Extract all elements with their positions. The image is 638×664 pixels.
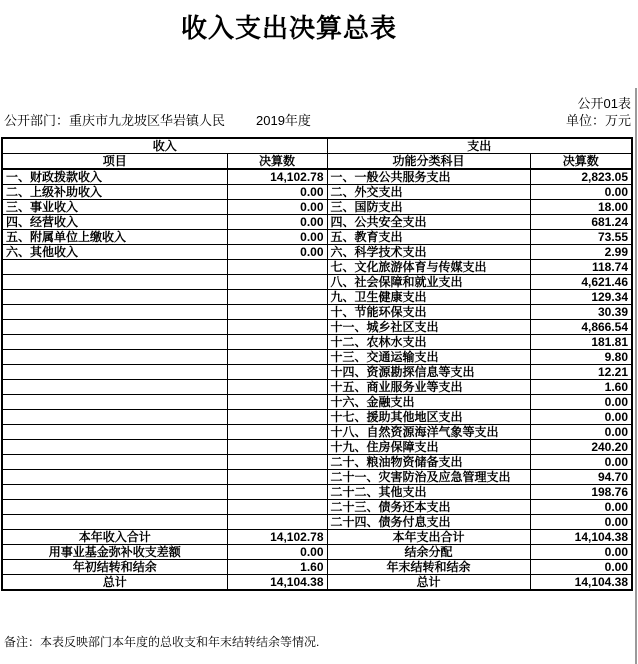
expense-item-cell: 十三、交通运输支出: [327, 350, 530, 365]
summary-row: [2, 530, 632, 545]
section-header-row: [2, 138, 632, 154]
expense-item-cell: 二十三、债务还本支出: [327, 500, 530, 515]
expense-section-header: 支出: [327, 138, 632, 154]
expense-summary-amount-cell: 14,104.38: [530, 530, 632, 545]
expense-amount-cell: 129.34: [530, 290, 632, 305]
income-amount-cell: 0.00: [227, 230, 327, 245]
expense-summary-amount-cell: 14,104.38: [530, 575, 632, 591]
income-item-cell: 五、附属单位上缴收入: [2, 230, 227, 245]
income-amount-cell: 0.00: [227, 215, 327, 230]
table-row: [2, 169, 632, 185]
table-row: [2, 215, 632, 230]
page-edge-gridline: [635, 88, 637, 664]
table-row: [2, 335, 632, 350]
income-amount-cell: [227, 455, 327, 470]
footnote: 备注：本表反映部门本年度的总收支和年末结转结余等情况.: [4, 635, 320, 649]
expense-summary-amount-cell: 0.00: [530, 560, 632, 575]
income-amount-cell: [227, 500, 327, 515]
income-amount-cell: [227, 410, 327, 425]
table-row: [2, 230, 632, 245]
table-row: [2, 290, 632, 305]
expense-amount-cell: 0.00: [530, 515, 632, 530]
expense-amount-cell: 0.00: [530, 185, 632, 200]
income-item-cell: [2, 485, 227, 500]
unit-label: 单位：万元: [565, 113, 631, 128]
expense-item-cell: 二、外交支出: [327, 185, 530, 200]
expense-amount-cell: 0.00: [530, 395, 632, 410]
table-summary: [2, 530, 632, 591]
expense-amount-cell: 2,823.05: [530, 169, 632, 185]
expense-amount-cell: 73.55: [530, 230, 632, 245]
expense-item-cell: 二十二、其他支出: [327, 485, 530, 500]
expense-amount-cell: 0.00: [530, 500, 632, 515]
income-amount-cell: 0.00: [227, 185, 327, 200]
income-item-cell: [2, 425, 227, 440]
income-item-cell: 六、其他收入: [2, 245, 227, 260]
table-row: [2, 275, 632, 290]
table-row: [2, 320, 632, 335]
expense-amount-cell: 118.74: [530, 260, 632, 275]
income-item-cell: [2, 320, 227, 335]
expense-item-cell: 十九、住房保障支出: [327, 440, 530, 455]
income-item-cell: [2, 335, 227, 350]
income-amount-cell: [227, 275, 327, 290]
table-row: [2, 305, 632, 320]
income-amount-cell: [227, 350, 327, 365]
expense-item-cell: 七、文化旅游体育与传媒支出: [327, 260, 530, 275]
expense-item-cell: 二十四、债务付息支出: [327, 515, 530, 530]
table-row: [2, 365, 632, 380]
expense-amount-cell: 0.00: [530, 455, 632, 470]
table-row: [2, 500, 632, 515]
expense-item-cell: 三、国防支出: [327, 200, 530, 215]
department-label: 公开部门：: [4, 113, 70, 128]
expense-amount-cell: 1.60: [530, 380, 632, 395]
col-header-income-amount: 决算数: [227, 154, 327, 170]
expense-amount-cell: 2.99: [530, 245, 632, 260]
income-summary-amount-cell: 0.00: [227, 545, 327, 560]
expense-amount-cell: 18.00: [530, 200, 632, 215]
expense-amount-cell: 12.21: [530, 365, 632, 380]
table-head: [2, 138, 632, 169]
income-item-cell: [2, 515, 227, 530]
income-item-cell: [2, 305, 227, 320]
income-item-cell: [2, 455, 227, 470]
summary-row: [2, 560, 632, 575]
expense-amount-cell: 181.81: [530, 335, 632, 350]
table-code: 公开01表: [577, 96, 631, 111]
income-summary-amount-cell: 14,104.38: [227, 575, 327, 591]
income-item-cell: 三、事业收入: [2, 200, 227, 215]
expense-summary-label-cell: 年末结转和结余: [327, 560, 530, 575]
income-summary-amount-cell: 14,102.78: [227, 530, 327, 545]
table-row: [2, 350, 632, 365]
income-summary-label-cell: 用事业基金弥补收支差额: [2, 545, 227, 560]
expense-item-cell: 二十、粮油物资储备支出: [327, 455, 530, 470]
table-row: [2, 485, 632, 500]
expense-item-cell: 六、科学技术支出: [327, 245, 530, 260]
expense-summary-label-cell: 总计: [327, 575, 530, 591]
col-header-expense-item: 功能分类科目: [327, 154, 530, 170]
table-row: [2, 425, 632, 440]
expense-item-cell: 五、教育支出: [327, 230, 530, 245]
expense-summary-label-cell: 结余分配: [327, 545, 530, 560]
income-item-cell: [2, 275, 227, 290]
expense-amount-cell: 4,621.46: [530, 275, 632, 290]
expense-amount-cell: 198.76: [530, 485, 632, 500]
fiscal-year: 2019年度: [256, 113, 311, 128]
expense-item-cell: 十二、农林水支出: [327, 335, 530, 350]
table-row: [2, 455, 632, 470]
income-item-cell: 一、财政拨款收入: [2, 169, 227, 185]
income-item-cell: [2, 470, 227, 485]
income-amount-cell: [227, 440, 327, 455]
income-item-cell: 二、上级补助收入: [2, 185, 227, 200]
table-body: [2, 169, 632, 530]
expense-amount-cell: 4,866.54: [530, 320, 632, 335]
income-amount-cell: 0.00: [227, 200, 327, 215]
income-amount-cell: 14,102.78: [227, 169, 327, 185]
income-item-cell: [2, 365, 227, 380]
table-row: [2, 515, 632, 530]
income-item-cell: [2, 410, 227, 425]
income-amount-cell: 0.00: [227, 245, 327, 260]
expense-item-cell: 四、公共安全支出: [327, 215, 530, 230]
income-item-cell: [2, 290, 227, 305]
expense-amount-cell: 0.00: [530, 425, 632, 440]
table-row: [2, 440, 632, 455]
expense-item-cell: 一、一般公共服务支出: [327, 169, 530, 185]
income-amount-cell: [227, 305, 327, 320]
page-title: 收入支出决算总表: [180, 13, 397, 43]
column-header-row: [2, 154, 632, 170]
table-row: [2, 185, 632, 200]
summary-row: [2, 545, 632, 560]
expense-item-cell: 二十一、灾害防治及应急管理支出: [327, 470, 530, 485]
income-section-header: 收入: [2, 138, 327, 154]
income-amount-cell: [227, 425, 327, 440]
expense-amount-cell: 94.70: [530, 470, 632, 485]
income-item-cell: [2, 395, 227, 410]
income-amount-cell: [227, 485, 327, 500]
expense-item-cell: 十五、商业服务业等支出: [327, 380, 530, 395]
expense-amount-cell: 0.00: [530, 410, 632, 425]
income-item-cell: [2, 260, 227, 275]
income-summary-label-cell: 总计: [2, 575, 227, 591]
income-item-cell: [2, 350, 227, 365]
meta-line: [0, 110, 638, 136]
expense-item-cell: 十七、援助其他地区支出: [327, 410, 530, 425]
expense-item-cell: 十六、金融支出: [327, 395, 530, 410]
income-summary-label-cell: 本年收入合计: [2, 530, 227, 545]
income-amount-cell: [227, 470, 327, 485]
expense-amount-cell: 9.80: [530, 350, 632, 365]
department-value: 重庆市九龙坡区华岩镇人民: [69, 113, 226, 128]
expense-amount-cell: 240.20: [530, 440, 632, 455]
income-amount-cell: [227, 260, 327, 275]
income-item-cell: 四、经营收入: [2, 215, 227, 230]
expense-amount-cell: 30.39: [530, 305, 632, 320]
income-summary-label-cell: 年初结转和结余: [2, 560, 227, 575]
expense-item-cell: 九、卫生健康支出: [327, 290, 530, 305]
expense-item-cell: 十一、城乡社区支出: [327, 320, 530, 335]
expense-amount-cell: 681.24: [530, 215, 632, 230]
expense-item-cell: 八、社会保障和就业支出: [327, 275, 530, 290]
expense-item-cell: 十四、资源勘探信息等支出: [327, 365, 530, 380]
income-amount-cell: [227, 395, 327, 410]
table-row: [2, 410, 632, 425]
income-item-cell: [2, 440, 227, 455]
income-amount-cell: [227, 515, 327, 530]
col-header-income-item: 项目: [2, 154, 227, 170]
expense-item-cell: 十、节能环保支出: [327, 305, 530, 320]
income-amount-cell: [227, 380, 327, 395]
expense-summary-label-cell: 本年支出合计: [327, 530, 530, 545]
col-header-expense-amount: 决算数: [530, 154, 632, 170]
income-summary-amount-cell: 1.60: [227, 560, 327, 575]
income-amount-cell: [227, 290, 327, 305]
expense-item-cell: 十八、自然资源海洋气象等支出: [327, 425, 530, 440]
expense-summary-amount-cell: 0.00: [530, 545, 632, 560]
table-row: [2, 395, 632, 410]
budget-table: [1, 137, 633, 591]
table-row: [2, 245, 632, 260]
income-amount-cell: [227, 365, 327, 380]
table-row: [2, 200, 632, 215]
income-item-cell: [2, 500, 227, 515]
summary-row: [2, 575, 632, 591]
table-row: [2, 260, 632, 275]
income-amount-cell: [227, 320, 327, 335]
table-row: [2, 380, 632, 395]
income-amount-cell: [227, 335, 327, 350]
income-item-cell: [2, 380, 227, 395]
table-row: [2, 470, 632, 485]
